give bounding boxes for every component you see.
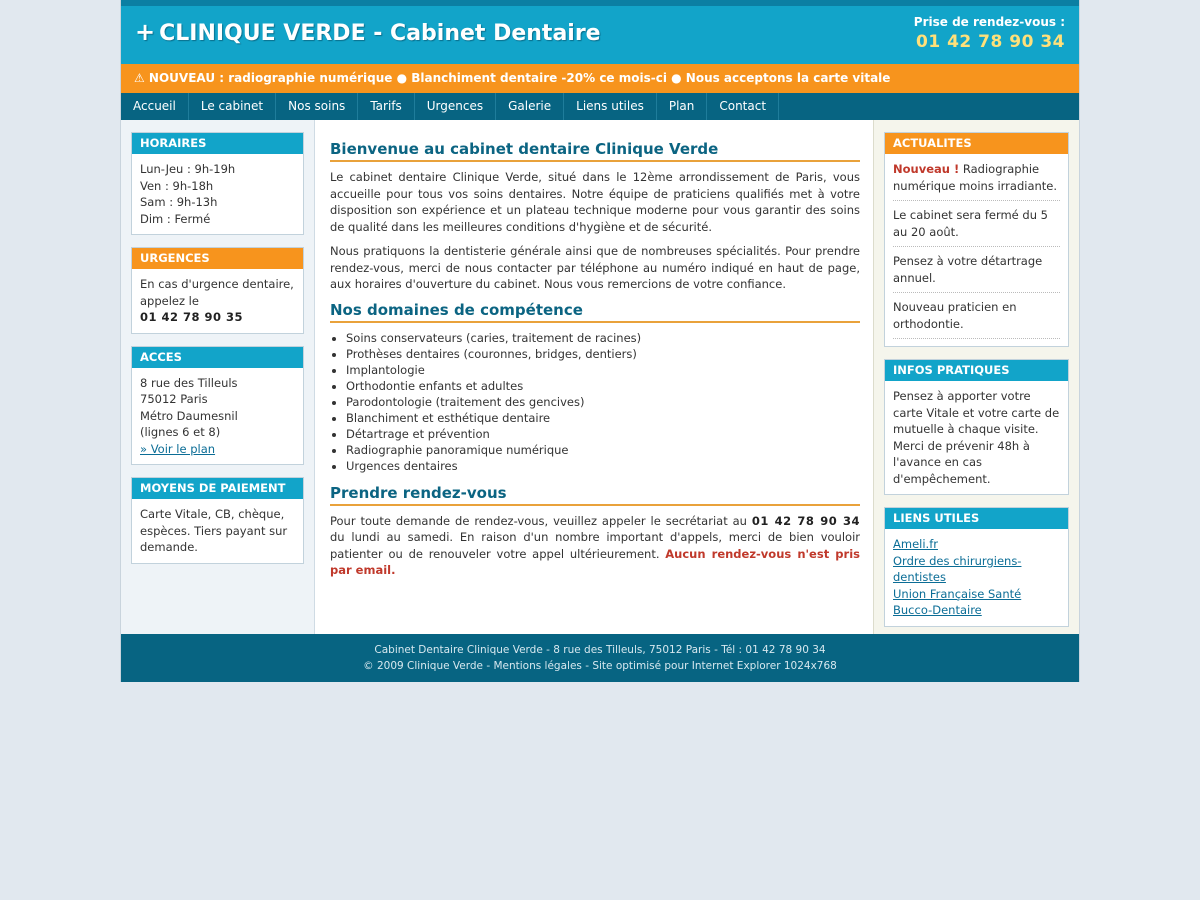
nav-le-cabinet[interactable]: Le cabinet [189,93,276,120]
new-badge: Nouveau ! [893,162,960,176]
voir-plan-link[interactable]: » Voir le plan [140,441,216,456]
left-sidebar [121,120,315,634]
urgences-text: En cas d'urgence dentaire, appelez le [140,277,294,308]
link-ameli[interactable]: Ameli.fr [893,537,938,551]
content-columns [121,120,1079,634]
actualites-box [884,132,1069,347]
horaires-line: Ven : 9h-18h [140,178,214,193]
horaires-line: Lun-Jeu : 9h-19h [140,162,236,176]
list-item: • Parodontologie (traitement des gencives) [346,394,860,410]
rdv-text-b: du lundi au samedi. En raison d'un nombre important d'appels, merci de bien vouloir patienter ou de renouveler votre appel ultérieurement. [330,530,860,561]
infos-body: Pensez à apporter votre carte Vitale et votre carte de mutuelle à chaque visite. Merci de prévenir 48h à l'avance en cas d'empêchement. [893,389,1060,486]
list-item: • Détartrage et prévention [346,426,860,442]
list-item: • Prothèses dentaires (couronnes, bridges, dentiers) [346,346,860,362]
site-logo[interactable] [135,18,601,46]
actualites-title: ACTUALITES [885,133,1068,154]
acces-line: 75012 Paris [140,392,208,406]
paiement-body: Carte Vitale, CB, chèque, espèces. Tiers payant sur demande. [140,507,288,554]
paiement-box [131,477,304,564]
liens-body [885,529,1068,626]
liens-title: LIENS UTILES [885,508,1068,529]
rdv-warning: Aucun rendez-vous n'est pris par email. [330,546,860,577]
horaires-line: Sam : 9h-13h [140,195,218,209]
appointment-contact [914,15,1065,52]
acces-line: 8 rue des Tilleuls [140,375,238,390]
ticker-text: ⚠ NOUVEAU : radiographie numérique ● Blanchiment dentaire -20% ce mois-ci ● Nous acceptons la carte vitale [134,71,891,85]
horaires-title: HORAIRES [132,133,303,154]
footer-legal: © 2009 Clinique Verde - Mentions légales - Site optimisé pour Internet Explorer 1024x768 [363,660,837,672]
plus-icon: + [135,18,156,46]
acces-box [131,346,304,466]
link-ufsbd[interactable]: Union Française Santé Bucco-Dentaire [893,586,1022,617]
list-item: • Radiographie panoramique numérique [346,442,860,458]
intro-paragraph-1: Le cabinet dentaire Clinique Verde, situé dans le 12ème arrondissement de Paris, vous accueille pour tous vos soins dentaires. Notre équipe de praticiens qualifiés met à votre disposition son expérience et un plateau technique moderne pour vous garantir des soins de qualité dans les meilleures conditions d'hygiène et de sécurité. [330,170,860,234]
right-sidebar [873,120,1079,634]
domaines-list [330,330,860,474]
list-item: • Urgences dentaires [346,458,860,474]
logo-text: CLINIQUE VERDE - Cabinet Dentaire [159,21,601,46]
horaires-box [131,132,304,235]
rdv-phone: 01 42 78 90 34 [751,513,860,528]
appointment-label: Prise de rendez-vous : [913,15,1065,29]
list-item: • Implantologie [346,362,860,378]
list-item: • Soins conservateurs (caries, traitement de racines) [346,330,860,346]
infos-box [884,359,1069,495]
nav-contact[interactable]: Contact [707,93,779,120]
urgences-title: URGENCES [132,248,303,269]
acces-body [132,368,303,465]
infos-title: INFOS PRATIQUES [885,360,1068,381]
nav-nos-soins[interactable]: Nos soins [276,93,358,120]
horaires-body [132,154,303,234]
nav-plan[interactable]: Plan [657,93,708,120]
actualites-body [885,154,1068,346]
news-item [893,161,1060,201]
main-nav [121,93,1079,120]
liens-box [884,507,1069,627]
list-item: • Blanchiment et esthétique dentaire [346,410,860,426]
list-item: • Orthodontie enfants et adultes [346,378,860,394]
header [121,0,1079,64]
rdv-paragraph [330,513,860,579]
nav-urgences[interactable]: Urgences [415,93,496,120]
footer-address: Cabinet Dentaire Clinique Verde - 8 rue des Tilleuls, 75012 Paris - Tél : 01 42 78 90 34 [374,644,826,656]
acces-line: Métro Daumesnil [140,408,238,423]
footer [121,634,1079,682]
rdv-text-a: Pour toute demande de rendez-vous, veuillez appeler le secrétariat au [330,513,747,528]
news-ticker [121,64,1079,93]
rdv-title: Prendre rendez-vous [330,484,860,506]
domaines-title: Nos domaines de compétence [330,301,860,323]
link-ordre-chirurgiens[interactable]: Ordre des chirurgiens-dentistes [893,553,1022,584]
urgences-box [131,247,304,334]
urgences-phone: 01 42 78 90 35 [140,310,244,324]
paiement-title: MOYENS DE PAIEMENT [132,478,303,499]
news-item: Le cabinet sera fermé du 5 au 20 août. [893,207,1060,247]
nav-accueil[interactable]: Accueil [121,93,189,120]
news-text: Radiographie numérique moins irradiante. [893,162,1058,193]
appointment-phone: 01 42 78 90 34 [916,32,1065,52]
page-wrapper [120,0,1080,682]
intro-paragraph-2: Nous pratiquons la dentisterie générale ainsi que de nombreuses spécialités. Pour prendre rendez-vous, merci de nous contacter par téléphone au numéro indiqué en haut de page, aux horaires d'ouverture du cabinet. Nous vous remercions de votre confiance. [330,244,860,291]
acces-title: ACCES [132,347,303,368]
news-item: Pensez à votre détartrage annuel. [893,253,1060,293]
horaires-line: Dim : Fermé [140,211,211,226]
main-content [316,120,874,634]
nav-galerie[interactable]: Galerie [496,93,564,120]
welcome-title: Bienvenue au cabinet dentaire Clinique Verde [330,140,860,162]
nav-liens-utiles[interactable]: Liens utiles [564,93,657,120]
news-item: Nouveau praticien en orthodontie. [893,299,1060,339]
acces-line: (lignes 6 et 8) [140,425,221,439]
urgences-body [132,269,303,333]
nav-tarifs[interactable]: Tarifs [358,93,414,120]
